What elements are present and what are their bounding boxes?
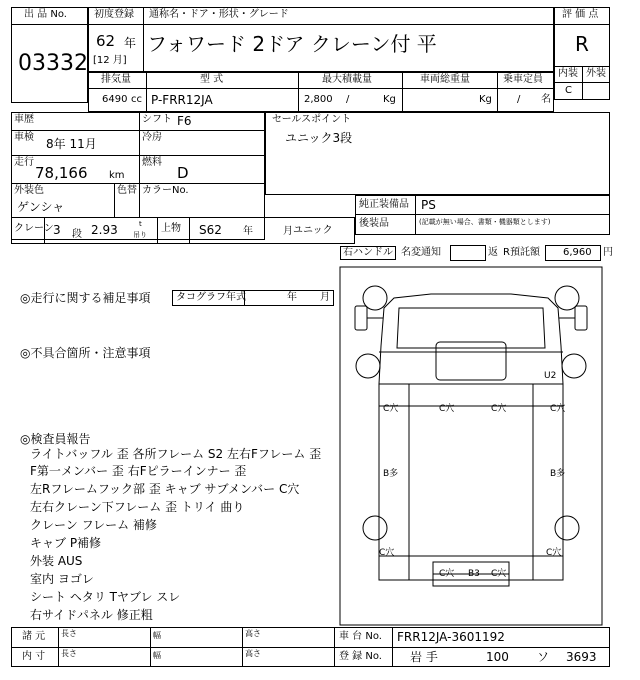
diagram-mark: C穴 xyxy=(491,404,507,414)
mileage: 78,166 xyxy=(35,164,88,182)
name-label: 通称名・ドア・形状・グレード xyxy=(149,9,289,20)
crane-stages: 3 xyxy=(53,223,61,237)
chassis-label: 車 台 No. xyxy=(339,631,382,642)
exterior-grade-label: 外装 xyxy=(586,68,606,79)
max-load: 2,800 xyxy=(304,94,333,105)
shift: F6 xyxy=(177,114,192,128)
report-line: シート ヘタリ Tヤブレ スレ xyxy=(30,590,181,604)
lot-label: 出 品 No. xyxy=(24,9,67,20)
upper-year-unit: 年 xyxy=(243,226,253,237)
length-label: 長さ xyxy=(61,649,77,658)
year-unit: 年 xyxy=(124,36,137,50)
diagram-mark: C穴 xyxy=(379,548,395,558)
history-label: 車歴 xyxy=(14,114,34,125)
model-label: 型 式 xyxy=(200,74,224,85)
crane-lift: 2.93 xyxy=(91,223,118,237)
report-line: ライトバッフル 歪 各所フレーム S2 左右Fフレーム 歪 xyxy=(30,447,322,461)
reg-number: 3693 xyxy=(566,650,597,664)
reg-kana: ソ xyxy=(537,650,550,664)
report-line: 室内 ヨゴレ xyxy=(30,572,94,586)
recycle-tail: 返 xyxy=(488,247,498,258)
yen: 円 xyxy=(603,247,613,258)
gross-weight-unit: Kg xyxy=(479,94,492,105)
diagram-mark: C穴 xyxy=(550,404,566,414)
report-line: 右サイドパネル 修正粗 xyxy=(30,608,153,622)
model: P-FRR12JA xyxy=(151,93,213,107)
grade-label: 評 価 点 xyxy=(562,9,599,20)
crane-lift-unit-b: 吊り xyxy=(133,231,147,239)
mileage-unit: km xyxy=(109,170,125,181)
diagram-mark: C穴 xyxy=(439,569,455,579)
color-label: 外装色 xyxy=(14,185,44,196)
reg-label: 登 録 No. xyxy=(339,651,382,662)
aftermarket-label: 後装品 xyxy=(359,218,389,229)
length-label: 長さ xyxy=(61,629,77,638)
diagram-mark: B3 xyxy=(468,569,480,579)
displacement-unit: cc xyxy=(131,94,142,105)
mileage-label: 走行 xyxy=(14,157,34,168)
lot-number: 03332 xyxy=(18,51,88,76)
upper-month-unit: 月 xyxy=(283,226,293,237)
defect-label: ◎不具合箇所・注意事項 xyxy=(20,346,151,360)
spec-label: 諸 元 xyxy=(22,631,46,642)
height-label: 高さ xyxy=(245,649,261,658)
diagram-mark: B多 xyxy=(550,469,566,479)
tacho-year: 年 xyxy=(287,292,297,303)
height-label: 高さ xyxy=(245,629,261,638)
interior-grade-label: 内装 xyxy=(558,68,578,79)
displacement-label: 排気量 xyxy=(101,74,131,85)
fuel: D xyxy=(177,164,189,182)
truck-diagram xyxy=(339,266,603,626)
diagram-mark: C穴 xyxy=(439,404,455,414)
first-reg-label: 初度登録 xyxy=(94,9,134,20)
crane-label: クレーン xyxy=(14,223,54,234)
diagram-u2: U2 xyxy=(544,371,557,381)
width-label: 幅 xyxy=(153,631,161,640)
diagram-mark: C穴 xyxy=(546,548,562,558)
chassis-number: FRR12JA-3601192 xyxy=(397,630,505,644)
inspection-label: 車検 xyxy=(14,132,34,143)
color-change-label: 色替 xyxy=(117,185,137,196)
report-line: クレーン フレーム 補修 xyxy=(30,518,157,532)
interior-grade: C xyxy=(565,85,572,96)
upper-label: 上物 xyxy=(161,223,181,234)
tacho-month: 月 xyxy=(320,292,330,303)
crane-lift-unit-t: t xyxy=(139,220,142,228)
ac-label: 冷房 xyxy=(142,132,162,143)
rhd: 右ハンドル xyxy=(343,247,393,258)
std-equipment: PS xyxy=(421,198,436,212)
report-label: ◎検査員報告 xyxy=(20,432,91,446)
sales-point: ユニック3段 xyxy=(285,131,353,145)
report-line: 外装 AUS xyxy=(30,554,83,568)
run-notes-label: ◎走行に関する補足事項 xyxy=(20,291,151,305)
max-load-unit: Kg xyxy=(383,94,396,105)
color-no-label: カラーNo. xyxy=(142,185,189,196)
diagram-mark: C穴 xyxy=(383,404,399,414)
reg-class: 100 xyxy=(486,650,509,664)
first-reg-year: 62 xyxy=(96,32,116,50)
fuel-label: 燃料 xyxy=(142,157,162,168)
aftermarket-note: (記載が無い場合、書類・機器類とします) xyxy=(419,218,551,226)
report-line: 左右クレーン下フレーム 歪 トリイ 曲り xyxy=(30,500,245,514)
report-line: F第一メンバー 歪 右Fピラーインナー 歪 xyxy=(30,464,247,478)
report-line: 左Rフレームフック部 歪 キャブ サブメンバー C穴 xyxy=(30,482,300,496)
color: ゲンシャ xyxy=(17,200,65,214)
std-equipment-label: 純正装備品 xyxy=(359,199,409,210)
diagram-mark: C穴 xyxy=(491,569,507,579)
capacity-label: 乗車定員 xyxy=(503,74,543,85)
first-reg-month: [12 月] xyxy=(93,55,127,66)
upper-year: S62 xyxy=(199,223,222,237)
reg-area: 岩 手 xyxy=(410,650,438,664)
capacity-slash: / xyxy=(517,94,521,105)
recycle-amount: 6,960 xyxy=(563,247,592,258)
width-label: 幅 xyxy=(153,651,161,660)
max-load-slash: / xyxy=(346,94,350,105)
shift-label: シフト xyxy=(142,114,172,125)
car-name: フォワード 2ドア クレーン付 平 xyxy=(147,32,437,56)
displacement: 6490 xyxy=(102,94,128,105)
interior-size-label: 内 寸 xyxy=(22,651,46,662)
inspection: 8年 11月 xyxy=(46,137,97,151)
crane-stages-unit: 段 xyxy=(72,229,82,240)
max-load-label: 最大積載量 xyxy=(322,74,372,85)
gross-weight-label: 車両総重量 xyxy=(420,74,470,85)
overall-grade: R xyxy=(575,32,589,56)
sales-point-label: セールスポイント xyxy=(272,114,352,125)
recycle-label: R預託額 xyxy=(503,247,540,258)
name-change-label: 名変通知 xyxy=(401,247,441,258)
crane-maker: ユニック xyxy=(293,225,333,236)
diagram-mark: B多 xyxy=(383,469,399,479)
capacity-unit: 名 xyxy=(541,94,551,105)
report-line: キャブ P補修 xyxy=(30,536,102,550)
tacho-label: タコグラフ年式 xyxy=(176,292,246,303)
name-change-box xyxy=(450,245,486,261)
